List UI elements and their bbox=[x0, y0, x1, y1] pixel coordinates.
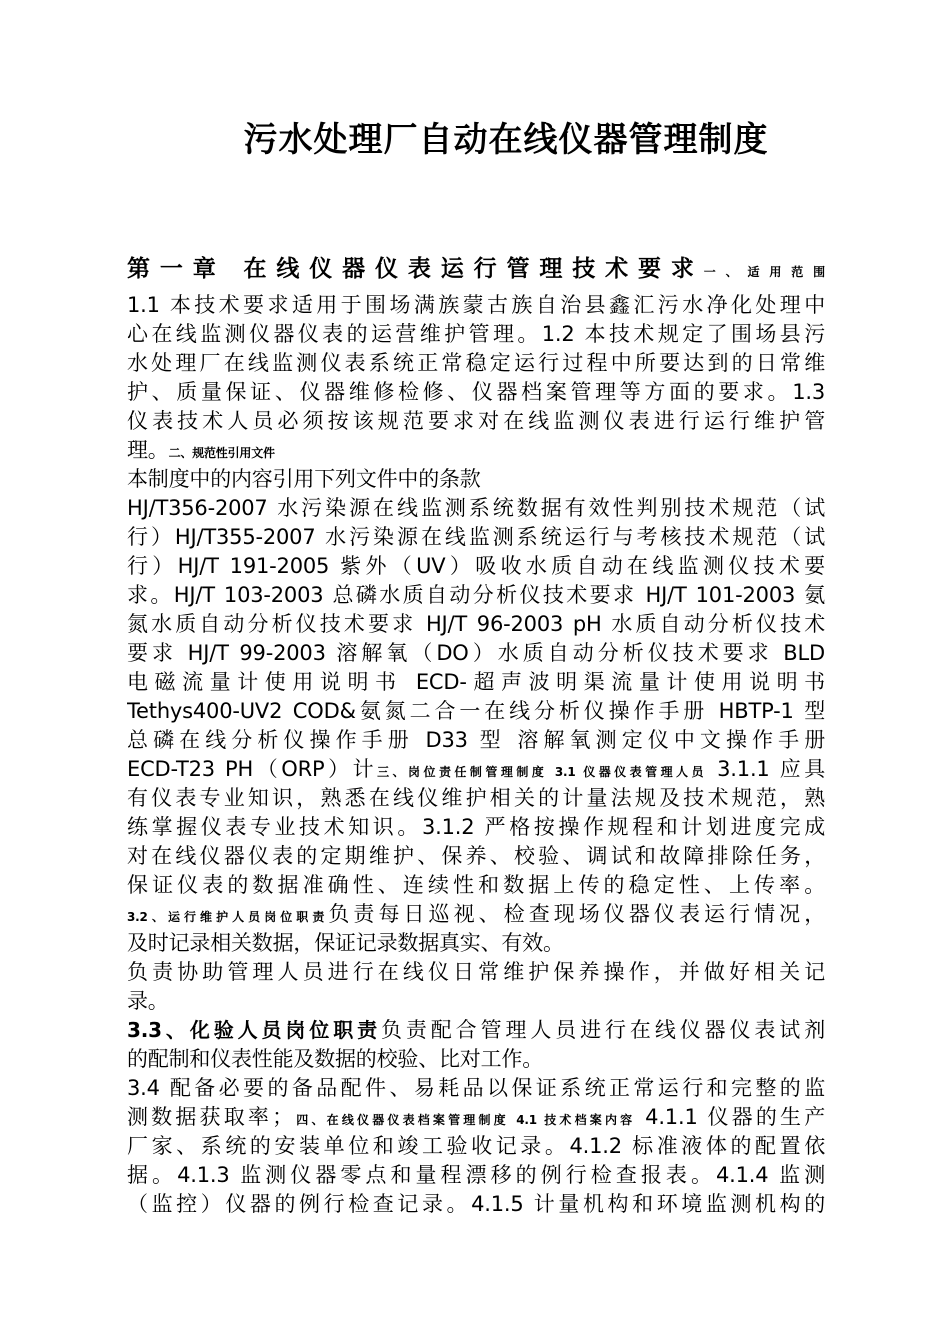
text-line bbox=[127, 1190, 825, 1219]
body-text: 要求 HJ/T 99-2003 溶解氧（DO）水质自动分析仪技术要求 BLD bbox=[127, 641, 825, 665]
body-text: 有仪表专业知识，熟悉在线仪维护相关的计量法规及技术规范，熟 bbox=[127, 786, 825, 810]
body-text: 水处理厂在线监测仪表系统正常稳定运行过程中所要达到的日常维 bbox=[127, 351, 825, 375]
body-text: 负责每日巡视、检查现场仪器仪表运行情况， bbox=[328, 902, 825, 926]
body-text: 负责协助管理人员进行在线仪日常维护保养操作，并做好相关记 bbox=[127, 960, 825, 984]
text-line bbox=[127, 1016, 825, 1045]
text-line bbox=[127, 871, 825, 900]
body-text: 理。 bbox=[127, 438, 169, 462]
text-line bbox=[127, 1045, 825, 1074]
body-text: 对在线仪器仪表的定期维护、保养、校验、调试和故障排除任务， bbox=[127, 844, 825, 868]
text-line bbox=[127, 378, 825, 407]
text-line bbox=[127, 668, 825, 697]
text-line bbox=[127, 407, 825, 436]
body-text: HJ/T356-2007 水污染源在线监测系统数据有效性判别技术规范（试 bbox=[127, 496, 825, 520]
subsection-heading: 3.3、化验人员岗位职责 bbox=[127, 1018, 381, 1042]
section-heading: 一、适用范围 bbox=[703, 265, 825, 279]
body-text: 3.4 配备必要的备品配件、易耗品以保证系统正常运行和完整的监 bbox=[127, 1076, 825, 1100]
body-text: 求。HJ/T 103-2003 总磷水质自动分析仪技术要求 HJ/T 101-2003 氨 bbox=[127, 583, 825, 607]
section-heading: 二、规范性引用文件 bbox=[168, 446, 275, 460]
body-text: 仪表技术人员必须按该规范要求对在线监测仪表进行运行维护管 bbox=[127, 409, 825, 433]
body-text: 氮水质自动分析仪技术要求 HJ/T 96-2003 pH 水质自动分析仪技术 bbox=[127, 612, 825, 636]
body-text: 保证仪表的数据准确性、连续性和数据上传的稳定性、上传率。 bbox=[127, 873, 825, 897]
text-line bbox=[127, 1103, 825, 1132]
body-text: 电磁流量计使用说明书 ECD-超声波明渠流量计使用说明书 bbox=[127, 670, 825, 694]
body-text: 厂家、系统的安装单位和竣工验收记录。4.1.2 标准液体的配置依 bbox=[127, 1134, 825, 1158]
text-line bbox=[127, 436, 825, 465]
body-text: 3.1.1 应具 bbox=[707, 757, 825, 781]
body-text: 测数据获取率； bbox=[127, 1105, 293, 1129]
text-line bbox=[127, 581, 825, 610]
text-line bbox=[127, 697, 825, 726]
body-text: 负责配合管理人员进行在线仪器仪表试剂 bbox=[380, 1018, 825, 1042]
text-line bbox=[127, 465, 825, 494]
text-line bbox=[127, 784, 825, 813]
text-line bbox=[127, 755, 825, 784]
body-text: （监控）仪器的例行检查记录。4.1.5 计量机构和环境监测机构的 bbox=[127, 1192, 825, 1216]
text-line bbox=[127, 958, 825, 987]
body-text: 行）HJ/T355-2007 水污染源在线监测系统运行与考核技术规范（试 bbox=[127, 525, 825, 549]
body-text: 及时记录相关数据，保证记录数据真实、有效。 bbox=[127, 931, 564, 955]
text-line bbox=[127, 1074, 825, 1103]
text-line bbox=[127, 813, 825, 842]
text-line bbox=[127, 610, 825, 639]
text-line bbox=[127, 1132, 825, 1161]
text-line bbox=[127, 291, 825, 320]
text-line bbox=[127, 726, 825, 755]
section-heading: 3.2、运行维护人员岗位职责 bbox=[127, 910, 329, 924]
body-text: 护、质量保证、仪器维修检修、仪器档案管理等方面的要求。1.3 bbox=[127, 380, 825, 404]
text-line bbox=[127, 1161, 825, 1190]
body-text: 4.1.1 仪器的生产 bbox=[635, 1105, 825, 1129]
body-text: 的配制和仪表性能及数据的校验、比对工作。 bbox=[127, 1047, 543, 1071]
text-line bbox=[127, 900, 825, 929]
body-text: 据。4.1.3 监测仪器零点和量程漂移的例行检查报表。4.1.4 监测 bbox=[127, 1163, 825, 1187]
text-line bbox=[127, 552, 825, 581]
body-text: 行）HJ/T 191-2005 紫外（UV）吸收水质自动在线监测仪技术要 bbox=[127, 554, 825, 578]
text-line bbox=[127, 842, 825, 871]
text-line bbox=[127, 349, 825, 378]
body-text: 心在线监测仪器仪表的运营维护管理。1.2 本技术规定了围场县污 bbox=[127, 322, 825, 346]
section-heading: 三、岗位责任制管理制度 3.1 仪器仪表管理人员 bbox=[377, 765, 707, 779]
body-text: 总磷在线分析仪操作手册 D33 型 溶解氧测定仪中文操作手册 bbox=[127, 728, 825, 752]
body-text: 录。 bbox=[127, 989, 169, 1013]
text-line bbox=[127, 639, 825, 668]
document-title: 污水处理厂自动在线仪器管理制度 bbox=[243, 120, 769, 160]
body-text: Tethys400-UV2 COD&氨氮二合一在线分析仪操作手册 HBTP-1 型 bbox=[127, 699, 825, 723]
body-text: 1.1 本技术要求适用于围场满族蒙古族自治县鑫汇污水净化处理中 bbox=[127, 293, 825, 317]
text-line bbox=[127, 255, 825, 291]
text-line bbox=[127, 929, 825, 958]
body-text: 本制度中的内容引用下列文件中的条款 bbox=[127, 467, 481, 491]
text-line bbox=[127, 523, 825, 552]
text-line bbox=[127, 494, 825, 523]
text-line bbox=[127, 987, 825, 1016]
document-body bbox=[127, 255, 825, 1219]
text-line bbox=[127, 320, 825, 349]
body-text: 练掌握仪表专业技术知识。3.1.2 严格按操作规程和计划进度完成 bbox=[127, 815, 825, 839]
section-heading: 四、在线仪器仪表档案管理制度 4.1 技术档案内容 bbox=[292, 1113, 636, 1127]
chapter-heading: 第一章 在线仪器仪表运行管理技术要求 bbox=[127, 256, 704, 282]
body-text: ECD-T23 PH（ORP）计 bbox=[127, 757, 378, 781]
